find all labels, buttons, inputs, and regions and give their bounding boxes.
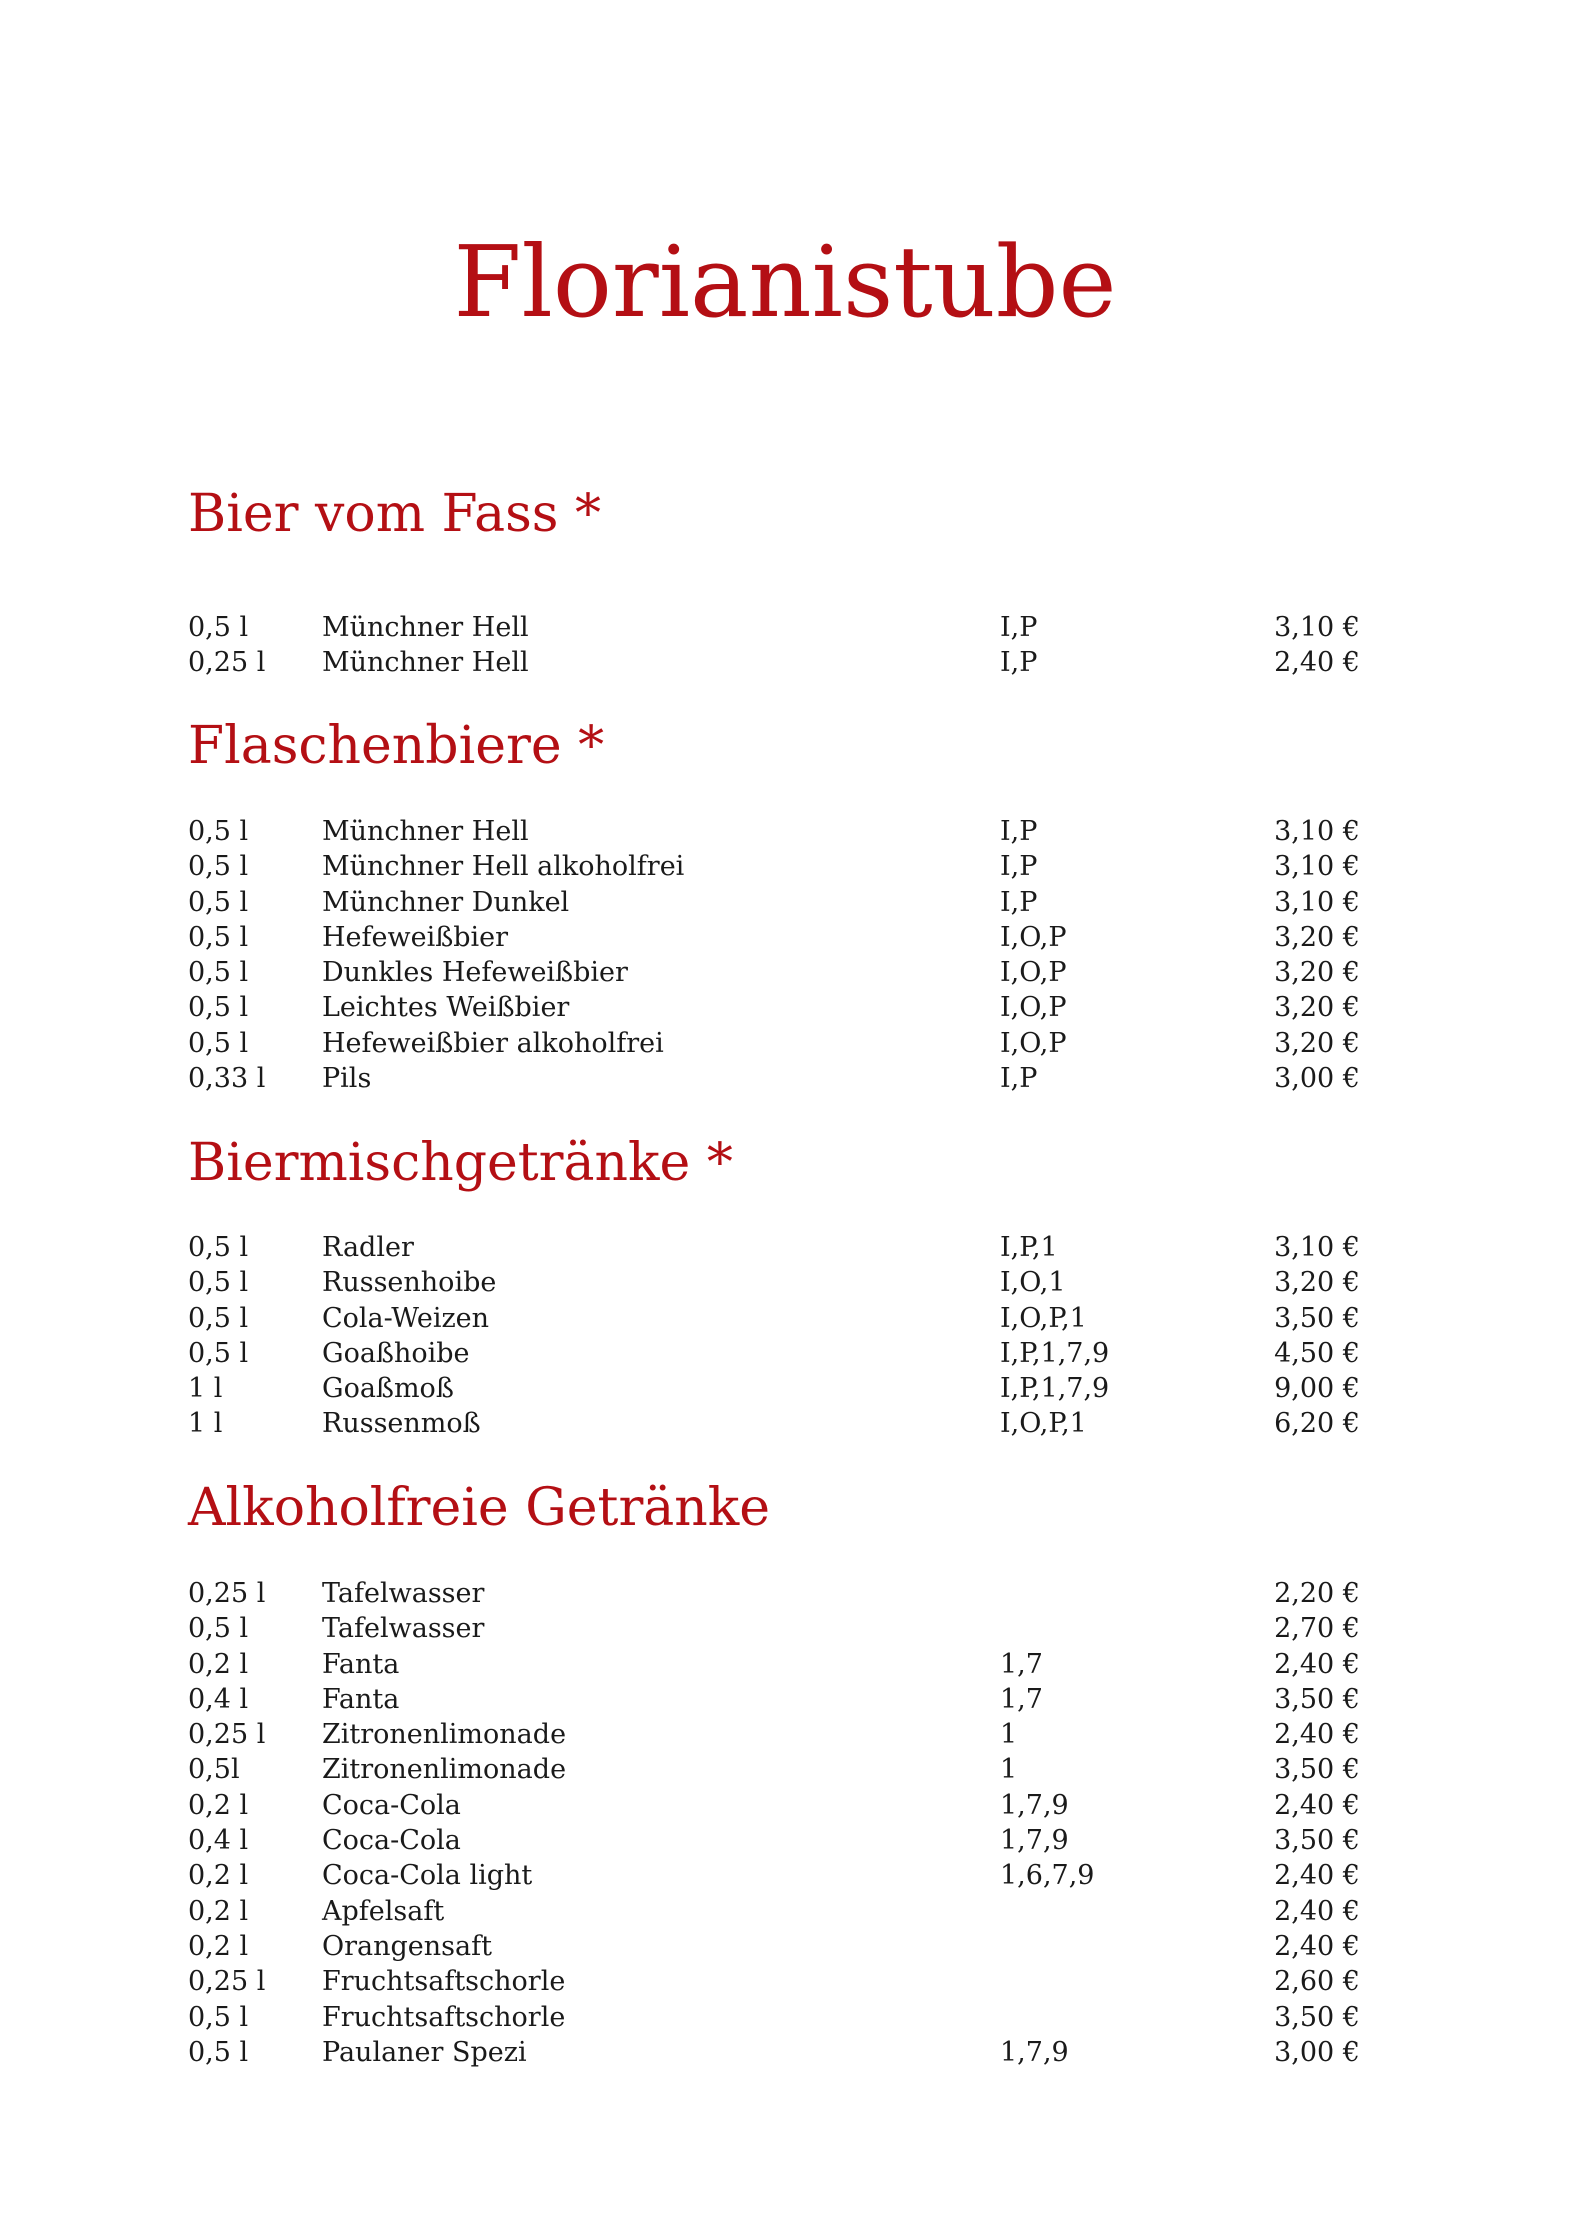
menu-item-row: [0, 1265, 1570, 1300]
item-volume: 0,5 l: [188, 1232, 249, 1263]
item-name: Münchner Hell alkoholfrei: [322, 851, 685, 883]
item-name: Cola-Weizen: [322, 1302, 490, 1334]
item-name: Radler: [322, 1232, 414, 1263]
item-additives: 1,7: [1000, 1648, 1043, 1680]
item-name: Münchner Dunkel: [322, 886, 570, 918]
item-name: Fruchtsaftschorle: [322, 1966, 566, 1998]
item-price: 2,40 €: [1274, 1789, 1360, 1821]
section-heading-alkoholfreie-getraenke: Alkoholfreie Getränke: [188, 1478, 771, 1538]
item-name: Tafelwasser: [322, 1578, 485, 1609]
item-price: 3,20 €: [1274, 992, 1360, 1024]
menu-item-row: [0, 1301, 1570, 1336]
menu-item-row: [0, 1647, 1570, 1682]
item-additives: I,O,P: [1000, 921, 1067, 953]
menu-item-row: [0, 1717, 1570, 1752]
item-volume: 0,5 l: [188, 1302, 249, 1334]
item-price: 3,20 €: [1274, 921, 1360, 953]
item-price: 3,10 €: [1274, 851, 1360, 883]
menu-item-row: [0, 1788, 1570, 1823]
item-price: 2,40 €: [1274, 1930, 1360, 1962]
item-price-cell: [1180, 1964, 1360, 1999]
item-price: 9,00 €: [1274, 1373, 1360, 1405]
item-price: 2,40 €: [1274, 1860, 1360, 1892]
item-volume: 0,5 l: [188, 1613, 249, 1645]
menu-item-row: [0, 645, 1570, 680]
item-name: Coca-Cola light: [322, 1860, 533, 1892]
item-volume: 0,5 l: [188, 921, 249, 953]
item-price-cell: [1180, 1647, 1360, 1682]
item-volume: 0,2 l: [188, 1860, 249, 1892]
item-additives: 1,7,9: [1000, 1825, 1069, 1857]
item-name: Hefeweißbier alkoholfrei: [322, 1027, 664, 1059]
menu-item-row: [0, 1371, 1570, 1406]
item-name: Münchner Hell: [322, 816, 529, 847]
item-volume: 1 l: [188, 1408, 223, 1440]
item-price-cell: [1180, 849, 1360, 884]
item-price: 3,50 €: [1274, 1825, 1360, 1857]
item-name: Russenmoß: [322, 1408, 481, 1440]
item-additives: I,P: [1000, 886, 1038, 918]
item-price-cell: [1180, 1230, 1360, 1265]
item-price: 2,70 €: [1274, 1613, 1360, 1645]
menu-item-row: [0, 1964, 1570, 1999]
item-price-cell: [1180, 1336, 1360, 1371]
menu-item-row: [0, 1336, 1570, 1371]
item-name: Leichtes Weißbier: [322, 992, 570, 1024]
item-volume: 0,5l: [188, 1754, 240, 1786]
item-volume: 0,5 l: [188, 2001, 249, 2033]
item-additives: I,P: [1000, 851, 1038, 883]
item-volume: 0,4 l: [188, 1825, 249, 1857]
page-title: Florianistube: [453, 226, 1117, 340]
menu-item-row: [0, 1929, 1570, 1964]
item-volume: 0,5 l: [188, 816, 249, 847]
item-volume: 1 l: [188, 1373, 223, 1405]
item-additives: I,O,P: [1000, 1027, 1067, 1059]
item-price: 2,20 €: [1274, 1578, 1360, 1609]
item-volume: 0,5 l: [188, 1267, 249, 1299]
item-price: 2,40 €: [1274, 1719, 1360, 1751]
item-additives: I,P,1: [1000, 1232, 1058, 1263]
item-additives: I,P: [1000, 816, 1038, 847]
item-price-cell: [1180, 2035, 1360, 2070]
item-additives: 1,7: [1000, 1683, 1043, 1715]
item-volume: 0,5 l: [188, 992, 249, 1024]
item-additives: I,P: [1000, 612, 1038, 643]
item-price-cell: [1180, 1682, 1360, 1717]
menu-item-row: [0, 1406, 1570, 1441]
item-price-cell: [1180, 1752, 1360, 1787]
item-price-cell: [1180, 1823, 1360, 1858]
item-volume: 0,25 l: [188, 1578, 266, 1609]
item-price: 2,40 €: [1274, 647, 1360, 679]
item-price-cell: [1180, 1061, 1360, 1096]
menu-item-row: [0, 2000, 1570, 2035]
menu-item-row: [0, 2035, 1570, 2070]
item-name: Tafelwasser: [322, 1613, 485, 1645]
menu-item-row: [0, 1682, 1570, 1717]
item-additives: I,O,P: [1000, 992, 1067, 1024]
item-price-cell: [1180, 1858, 1360, 1893]
item-price: 3,50 €: [1274, 2001, 1360, 2033]
menu-item-row: [0, 1752, 1570, 1787]
item-name: Hefeweißbier: [322, 921, 509, 953]
item-price-cell: [1180, 1406, 1360, 1441]
item-price: 3,20 €: [1274, 957, 1360, 989]
menu-item-row: [0, 1061, 1570, 1096]
item-name: Zitronenlimonade: [322, 1719, 567, 1751]
item-volume: 0,4 l: [188, 1683, 249, 1715]
item-price: 3,10 €: [1274, 816, 1360, 847]
item-additives: I,O,P: [1000, 957, 1067, 989]
item-volume: 0,5 l: [188, 1337, 249, 1369]
item-volume: 0,5 l: [188, 612, 249, 643]
section-list-alkoholfreie-getraenke: [0, 1576, 1570, 2070]
item-additives: I,O,P,1: [1000, 1408, 1087, 1440]
item-name: Paulaner Spezi: [322, 2036, 527, 2068]
menu-item-row: [0, 1858, 1570, 1893]
menu-item-row: [0, 920, 1570, 955]
menu-item-row: [0, 849, 1570, 884]
item-price: 3,20 €: [1274, 1267, 1360, 1299]
item-price: 3,00 €: [1274, 2036, 1360, 2068]
item-price-cell: [1180, 955, 1360, 990]
menu-item-row: [0, 1230, 1570, 1265]
item-name: Zitronenlimonade: [322, 1754, 567, 1786]
item-price: 3,50 €: [1274, 1302, 1360, 1334]
item-price-cell: [1180, 814, 1360, 849]
section-heading-biermischgetraenke: Biermischgetränke *: [188, 1133, 733, 1193]
item-volume: 0,5 l: [188, 851, 249, 883]
item-name: Goaßmoß: [322, 1373, 454, 1405]
item-price-cell: [1180, 1717, 1360, 1752]
item-name: Fanta: [322, 1648, 400, 1680]
item-price: 2,40 €: [1274, 1895, 1360, 1927]
item-volume: 0,25 l: [188, 647, 266, 679]
item-price-cell: [1180, 1611, 1360, 1646]
item-additives: 1,7,9: [1000, 1789, 1069, 1821]
item-name: Dunkles Hefeweißbier: [322, 957, 628, 989]
item-price-cell: [1180, 645, 1360, 680]
item-name: Goaßhoibe: [322, 1337, 470, 1369]
menu-item-row: [0, 990, 1570, 1025]
section-heading-bier-vom-fass: Bier vom Fass *: [188, 484, 601, 544]
item-price-cell: [1180, 610, 1360, 645]
item-volume: 0,25 l: [188, 1719, 266, 1751]
item-price: 3,20 €: [1274, 1027, 1360, 1059]
item-additives: 1: [1000, 1754, 1018, 1786]
menu-item-row: [0, 1611, 1570, 1646]
item-volume: 0,5 l: [188, 886, 249, 918]
item-name: Münchner Hell: [322, 647, 529, 679]
item-name: Fanta: [322, 1683, 400, 1715]
item-additives: 1: [1000, 1719, 1018, 1751]
item-name: Münchner Hell: [322, 612, 529, 643]
item-price: 4,50 €: [1274, 1337, 1360, 1369]
item-price: 3,10 €: [1274, 612, 1360, 643]
item-price-cell: [1180, 1576, 1360, 1611]
item-price-cell: [1180, 1301, 1360, 1336]
item-name: Fruchtsaftschorle: [322, 2001, 566, 2033]
item-price-cell: [1180, 1929, 1360, 1964]
item-name: Pils: [322, 1063, 372, 1095]
item-price: 6,20 €: [1274, 1408, 1360, 1440]
menu-item-row: [0, 814, 1570, 849]
item-volume: 0,5 l: [188, 2036, 249, 2068]
item-price: 3,50 €: [1274, 1754, 1360, 1786]
item-name: Russenhoibe: [322, 1267, 497, 1299]
section-list-bier-vom-fass: [0, 610, 1570, 681]
item-price-cell: [1180, 1026, 1360, 1061]
item-price-cell: [1180, 2000, 1360, 2035]
item-price-cell: [1180, 1371, 1360, 1406]
item-price-cell: [1180, 885, 1360, 920]
item-additives: I,O,P,1: [1000, 1302, 1087, 1334]
section-list-flaschenbiere: [0, 814, 1570, 1096]
section-list-biermischgetraenke: [0, 1230, 1570, 1442]
item-volume: 0,2 l: [188, 1648, 249, 1680]
item-price: 2,40 €: [1274, 1648, 1360, 1680]
item-additives: I,P,1,7,9: [1000, 1337, 1110, 1369]
menu-item-row: [0, 1576, 1570, 1611]
menu-item-row: [0, 1894, 1570, 1929]
item-additives: I,O,1: [1000, 1267, 1066, 1299]
item-price-cell: [1180, 1788, 1360, 1823]
item-name: Coca-Cola: [322, 1789, 461, 1821]
item-additives: I,P,1,7,9: [1000, 1373, 1110, 1405]
item-volume: 0,2 l: [188, 1895, 249, 1927]
item-name: Coca-Cola: [322, 1825, 461, 1857]
item-price-cell: [1180, 990, 1360, 1025]
item-name: Orangensaft: [322, 1930, 492, 1962]
item-additives: 1,7,9: [1000, 2036, 1069, 2068]
item-price: 3,10 €: [1274, 886, 1360, 918]
item-volume: 0,2 l: [188, 1930, 249, 1962]
item-volume: 0,33 l: [188, 1063, 266, 1095]
menu-item-row: [0, 885, 1570, 920]
item-volume: 0,2 l: [188, 1789, 249, 1821]
item-price-cell: [1180, 920, 1360, 955]
menu-item-row: [0, 1026, 1570, 1061]
item-price-cell: [1180, 1894, 1360, 1929]
item-name: Apfelsaft: [322, 1895, 445, 1927]
item-price-cell: [1180, 1265, 1360, 1300]
item-price: 3,00 €: [1274, 1063, 1360, 1095]
menu-item-row: [0, 610, 1570, 645]
item-additives: I,P: [1000, 647, 1038, 679]
item-volume: 0,5 l: [188, 957, 249, 989]
item-price: 2,60 €: [1274, 1966, 1360, 1998]
item-additives: 1,6,7,9: [1000, 1860, 1095, 1892]
item-additives: I,P: [1000, 1063, 1038, 1095]
menu-item-row: [0, 1823, 1570, 1858]
item-volume: 0,25 l: [188, 1966, 266, 1998]
item-volume: 0,5 l: [188, 1027, 249, 1059]
item-price: 3,10 €: [1274, 1232, 1360, 1263]
item-price: 3,50 €: [1274, 1683, 1360, 1715]
menu-item-row: [0, 955, 1570, 990]
section-heading-flaschenbiere: Flaschenbiere *: [188, 716, 605, 776]
